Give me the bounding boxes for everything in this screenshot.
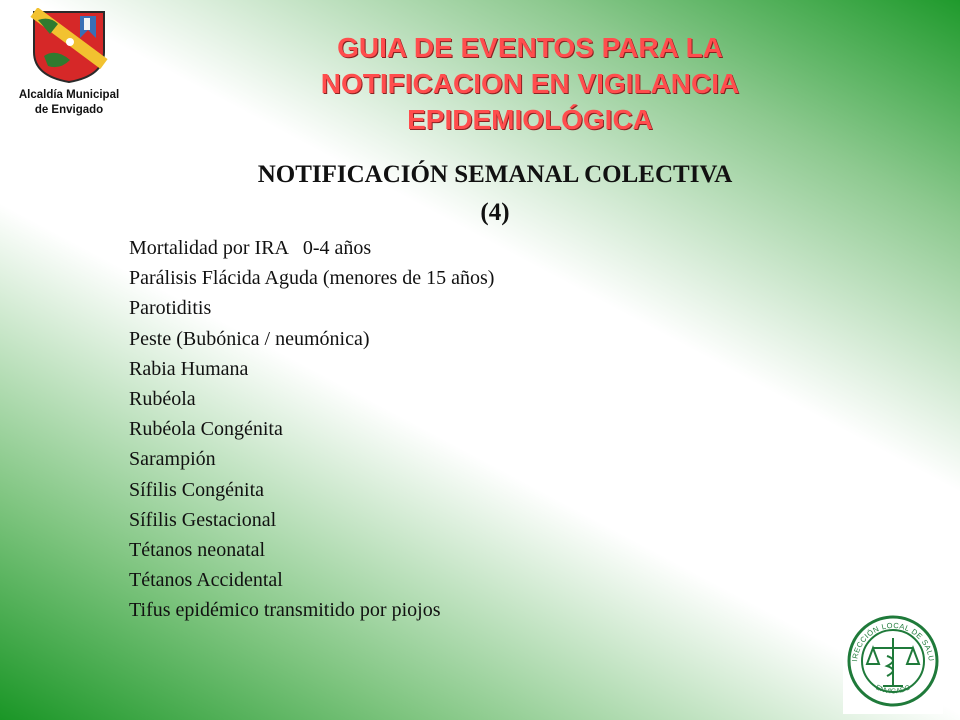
list-item: Parálisis Flácida Aguda (menores de 15 años) — [129, 267, 495, 290]
logo-caption-line-2: de Envigado — [34, 104, 104, 116]
event-list — [129, 233, 494, 626]
list-item: Mortalidad por IRA 0-4 años — [129, 237, 372, 259]
seal-ring-top-text: IRECCIÓN LOCAL DE SALU — [850, 620, 936, 663]
list-item: Sífilis Gestacional — [129, 508, 277, 531]
section-title-line-1: NOTIFICACIÓN SEMANAL COLECTIVA — [257, 161, 733, 188]
list-item: Parotiditis — [129, 297, 212, 320]
section-title-line-2: (4) — [480, 199, 510, 226]
list-item: Sarampión — [129, 448, 216, 471]
list-item: Rubéola — [129, 388, 196, 411]
list-item: Rabia Humana — [129, 357, 249, 380]
logo-caption-line-1: Alcaldía Municipal — [18, 89, 120, 101]
list-item: Rubéola Congénita — [129, 418, 283, 441]
title-line-3: EPIDEMIOLÓGICA — [407, 104, 653, 135]
list-item: Tétanos neonatal — [129, 539, 266, 562]
page-title — [250, 30, 810, 138]
direccion-salud-logo — [843, 608, 943, 714]
list-item: Tifus epidémico transmitido por piojos — [129, 599, 441, 622]
seal-ring-bottom-text: ENVIGADO — [874, 684, 912, 696]
coat-of-arms-icon — [30, 8, 108, 84]
alcaldia-logo — [10, 8, 128, 126]
list-item: Peste (Bubónica / neumónica) — [129, 327, 370, 350]
list-item: Sífilis Congénita — [129, 478, 264, 501]
title-line-1: GUIA DE EVENTOS PARA LA — [337, 32, 723, 63]
health-seal-icon — [843, 608, 943, 714]
title-line-2: NOTIFICACION EN VIGILANCIA — [320, 68, 740, 99]
list-item: Tétanos Accidental — [129, 569, 283, 592]
section-title — [170, 156, 820, 232]
